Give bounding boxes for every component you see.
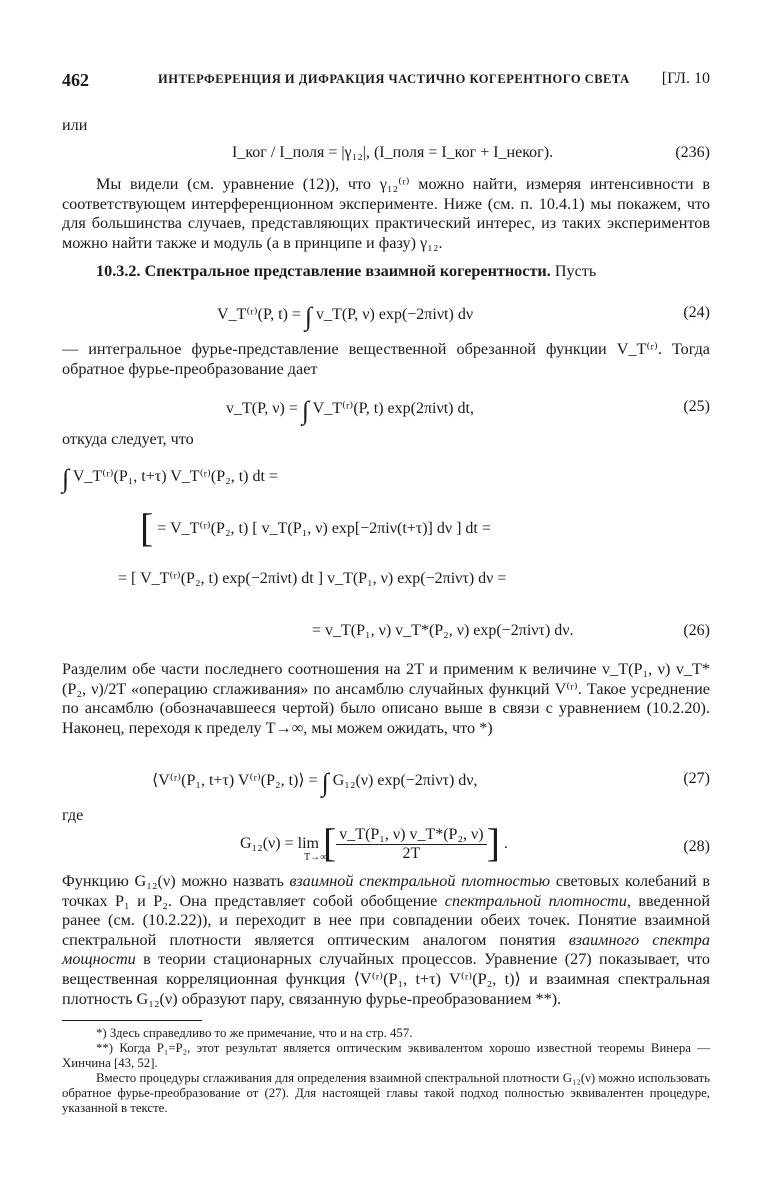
fraction-numerator: v_T(P₁, ν) v_T*(P₂, ν): [336, 826, 486, 845]
equation-24-lhs: V_T⁽ʳ⁾(P, t) =: [217, 306, 305, 323]
equation-26-line4: = v_T(P₁, ν) v_T*(P₂, ν) exp(−2πiντ) dν.: [312, 622, 574, 639]
equation-25-rhs: V_T⁽ʳ⁾(P, t) exp(2πiνt) dt,: [308, 400, 474, 417]
right-bracket: ]: [486, 820, 500, 866]
paragraph-3: откуда следует, что: [62, 430, 194, 448]
section-lead: Пусть: [554, 262, 597, 280]
equation-28-number: (28): [683, 838, 710, 855]
footnotes: [62, 1026, 710, 1116]
integral-sign: ∫: [62, 464, 70, 493]
equation-25-number: (25): [683, 398, 710, 415]
page-header: [62, 70, 710, 94]
equation-27-rhs: G₁₂(ν) exp(−2πiντ) dν,: [328, 772, 478, 789]
equation-23b-body: I_ког / I_поля = |γ₁₂|, (I_поля = I_ког + I_неког).: [232, 144, 554, 161]
term-cross-spectral-density: взаимной спектральной плотностью: [289, 872, 551, 890]
equation-25-lhs: v_T(P, ν) =: [226, 400, 302, 417]
paragraph-1: Мы видели (см. уравнение (12)), что γ₁₂⁽ʳ⁾ можно найти, измеряя интенсивности в соответствующем интерференционном эксперименте. Ниже (см. п. 10.4.1) мы покажем, что для большинства случаев, представляющих практический интерес, из таких экспериментов можно найти также и модуль (а в принципе и фазу) γ₁₂.: [62, 175, 710, 252]
section-number: 10.3.2.: [96, 262, 141, 280]
section-heading: [62, 262, 710, 282]
limit-subscript: T→∞: [304, 852, 328, 863]
chapter-label: [ГЛ. 10: [661, 70, 710, 87]
equation-27-number: (27): [683, 770, 710, 787]
page-number: 462: [62, 70, 89, 90]
integral-sign: ∫: [304, 302, 313, 331]
running-title: ИНТЕРФЕРЕНЦИЯ И ДИФРАКЦИЯ ЧАСТИЧНО КОГЕРЕНТНОГО СВЕТА: [158, 72, 630, 86]
left-bracket: [: [140, 505, 154, 550]
equation-23b: [62, 140, 710, 170]
equation-26-number: (26): [683, 622, 710, 639]
equation-28-lhs: G₁₂(ν) = lim: [240, 835, 319, 853]
equation-28-fraction: [336, 826, 486, 863]
term-cross-power-spectrum: взаимного спектра мощности: [62, 930, 710, 969]
term-spectral-density: спектральной плотности: [444, 891, 627, 910]
equation-26-line2: = V_T⁽ʳ⁾(P₂, t) [ v_T(P₁, ν) exp[−2πiν(t+τ)] dν ] dt =: [157, 520, 491, 537]
equation-23b-number: (236): [675, 144, 710, 161]
equation-28: G₁₂(ν) = lim [ $\frac{\text{v\_T(P₁, ν) v\_T*(P₂, ν)}}{2T}$ ] . T→∞ (28): [240, 820, 710, 866]
paragraph-5: Функцию G₁₂(ν) можно назвать взаимной спектральной плотностью световых колебаний в точках P₁ и P₂. Она представляет собой обобщение спектральной плотности, введенной ранее (см. (10.2.22)), и переходит в нее при совпадении обеих точек. Понятие взаимной спектральной плотности является оптическим аналогом понятия взаимного спектра мощности в теории стационарных случайных процессов. Уравнение (27) показывает, что вещественная корреляционная функция ⟨V⁽ʳ⁾(P₁, t+τ) V⁽ʳ⁾(P₂, t)⟩ и взаимная спектральная плотность G₁₂(ν) образуют пару, связанную фурье-преобразованием **).: [62, 872, 710, 1008]
equation-25: [62, 386, 710, 430]
equation-24-rhs: v_T(P, ν) exp(−2πiνt) dν: [312, 306, 474, 323]
fraction-denominator: 2T: [402, 845, 421, 862]
where-word: где: [62, 806, 84, 824]
footnote-3: Вместо процедуры сглаживания для определения взаимной спектральной плотности G₁₂(ν) можно использовать обратное фурье-преобразование от (27). Для настоящей главы такой подход полностью эквивалентен процедуре, указанной в тексте.: [62, 1071, 710, 1115]
equation-26-line1: V_T⁽ʳ⁾(P₁, t+τ) V_T⁽ʳ⁾(P₂, t) dt =: [69, 468, 278, 485]
paragraph-4: Разделим обе части последнего соотношения на 2T и применим к величине v_T(P₁, ν) v_T*(P₂, ν)/2T «операцию сглаживания» по ансамблю случайных функций V⁽ʳ⁾. Такое усреднение по ансамблю (обозначавшееся чертой) было описано выше в связи с уравнением (10.2.20). Наконец, переходя к пределу T→∞, мы можем ожидать, что *): [62, 660, 710, 737]
equation-24: [62, 292, 710, 336]
footnote-2: **) Когда P₁=P₂, этот результат является оптическим эквивалентом хорошо известной теоремы Винера — Хинчина [43, 52].: [62, 1041, 710, 1070]
equation-26: [62, 458, 710, 658]
integral-sign: ∫: [301, 396, 309, 425]
footnote-1: *) Здесь справедливо то же примечание, что и на стр. 457.: [96, 1026, 413, 1040]
intro-word: или: [62, 116, 88, 134]
integral-sign: ∫: [321, 768, 329, 797]
footnote-divider: [62, 1020, 202, 1021]
section-title: Спектральное представление взаимной когерентности.: [144, 262, 551, 280]
equation-26-line3: = [ V_T⁽ʳ⁾(P₂, t) exp(−2πiνt) dt ] v_T(P₁, ν) exp(−2πiντ) dν =: [118, 570, 507, 587]
equation-27: [62, 758, 710, 802]
equation-27-lhs: ⟨V⁽ʳ⁾(P₁, t+τ) V⁽ʳ⁾(P₂, t)⟩ =: [152, 772, 322, 789]
left-bracket: [: [322, 820, 337, 866]
paragraph-2: — интегральное фурье-представление вещественной обрезанной функции V_T⁽ʳ⁾. Тогда обратное фурье-преобразование дает: [62, 340, 710, 378]
equation-24-number: (24): [683, 304, 710, 321]
